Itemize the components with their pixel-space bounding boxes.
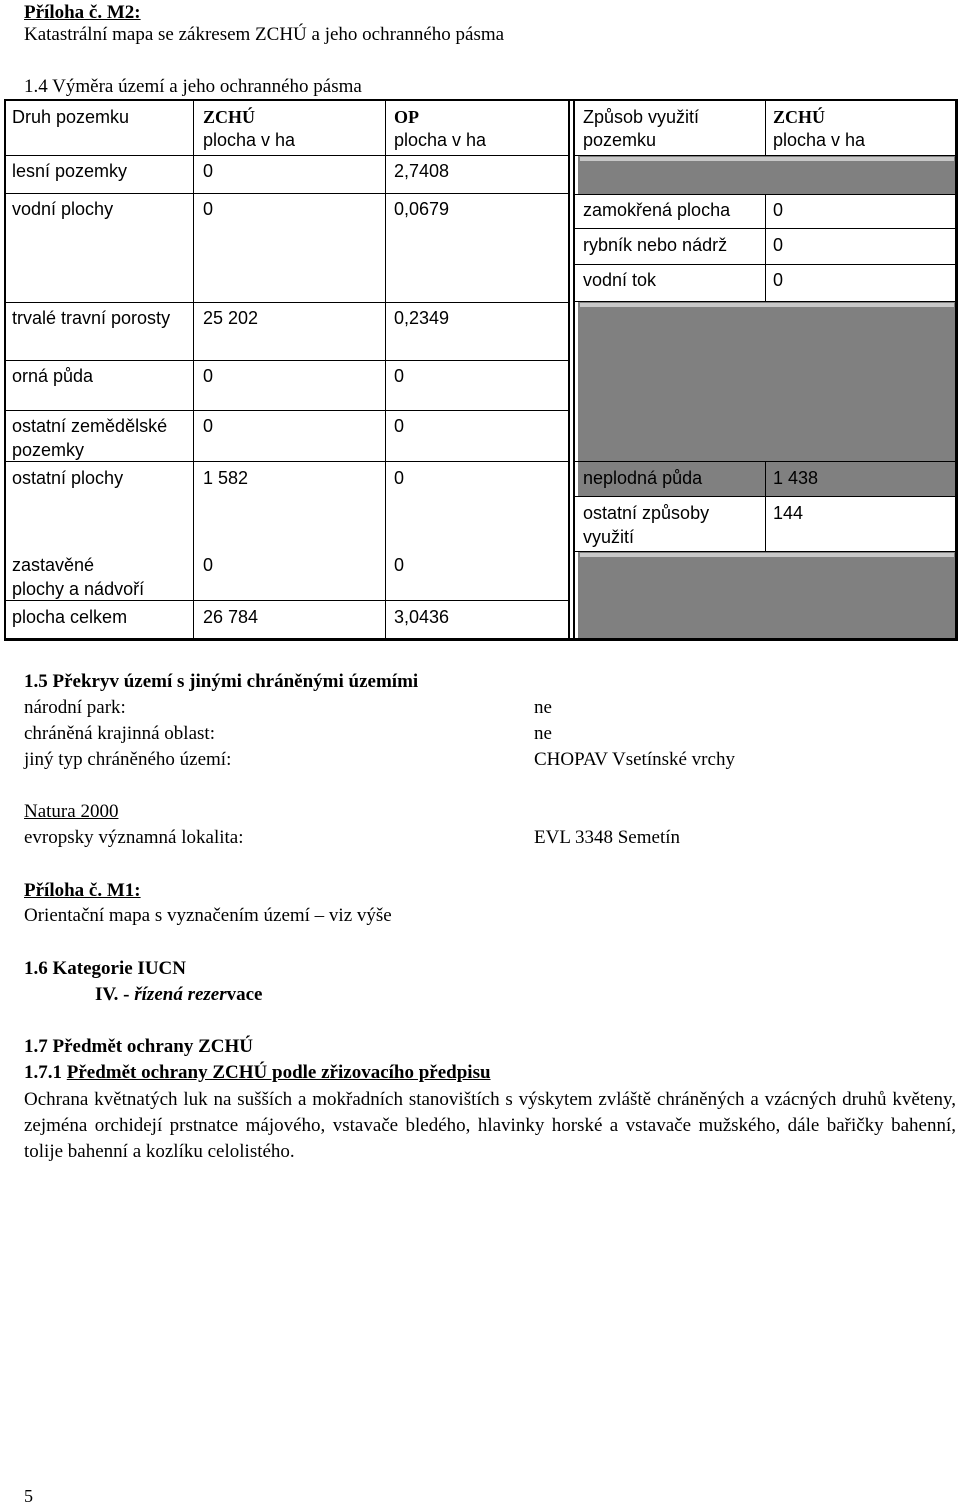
- row-type: ostatní zemědělské: [12, 416, 168, 436]
- attachment-m2-label: Příloha č. M2:: [24, 2, 141, 23]
- row-op: 0,2349: [394, 308, 450, 328]
- row-type: lesní pozemky: [12, 161, 128, 181]
- section-1-7-1-title: 1.7.1 Předmět ochrany ZCHÚ podle zřizovacího předpisu: [24, 1062, 491, 1083]
- section-1-5-title: 1.5 Překryv území s jinými chráněnými územími: [24, 671, 419, 692]
- row-op: 0: [394, 416, 405, 436]
- row-op: 2,7408: [394, 161, 450, 181]
- row-type: trvalé travní porosty: [12, 308, 171, 328]
- row-type: zastavěné: [12, 555, 95, 575]
- row-op: 0: [394, 555, 405, 575]
- attachment-m1-label: Příloha č. M1:: [24, 880, 141, 901]
- other-use-value: 1 438: [773, 468, 819, 488]
- evl-value: EVL 3348 Semetín: [534, 827, 680, 848]
- row-op: 3,0436: [394, 607, 450, 627]
- header-zchu-sub: plocha v ha: [203, 130, 296, 150]
- attachment-m1-text: Orientační mapa s vyznačením území – viz výše: [24, 905, 392, 926]
- evl-label: evropsky významná lokalita:: [24, 827, 244, 848]
- row-type-2: pozemky: [12, 440, 85, 460]
- section-1-4-title: 1.4 Výměra území a jeho ochranného pásma: [24, 76, 362, 97]
- water-use-value: 0: [773, 235, 784, 255]
- iucn-category: IV. - řízená rezervace: [95, 984, 263, 1005]
- row-zchu: 0: [203, 555, 214, 575]
- other-use-2: využití: [583, 527, 635, 547]
- water-use: zamokřená plocha: [583, 200, 731, 220]
- row-zchu: 0: [203, 416, 214, 436]
- natura-label: Natura 2000: [24, 801, 119, 822]
- header-druh-pozemku: Druh pozemku: [12, 107, 130, 127]
- row-type: vodní plochy: [12, 199, 114, 219]
- row-zchu: 0: [203, 161, 214, 181]
- row-type: ostatní plochy: [12, 468, 124, 488]
- overlap-value: ne: [534, 723, 552, 744]
- grey-cell: [578, 551, 956, 638]
- header-zpusob: Způsob využití: [583, 107, 700, 127]
- header-zchu-right-sub: plocha v ha: [773, 130, 866, 150]
- attachment-m2-text: Katastrální mapa se zákresem ZCHÚ a jeho ochranného pásma: [24, 24, 505, 45]
- water-use: rybník nebo nádrž: [583, 235, 728, 255]
- overlap-label: chráněná krajinná oblast:: [24, 723, 215, 744]
- row-zchu: 0: [203, 366, 214, 386]
- water-use-value: 0: [773, 200, 784, 220]
- row-zchu: 25 202: [203, 308, 259, 328]
- water-use: vodní tok: [583, 270, 657, 290]
- header-zpusob-2: pozemku: [583, 130, 657, 150]
- other-use-value: 144: [773, 503, 804, 523]
- row-zchu: 1 582: [203, 468, 249, 488]
- other-use: neplodná půda: [583, 468, 703, 488]
- section-1-7-title: 1.7 Předmět ochrany ZCHÚ: [24, 1036, 254, 1057]
- row-op: 0,0679: [394, 199, 450, 219]
- row-zchu: 26 784: [203, 607, 259, 627]
- other-use: ostatní způsoby: [583, 503, 710, 523]
- header-zchu-right: ZCHÚ: [773, 107, 826, 127]
- water-use-value: 0: [773, 270, 784, 290]
- overlap-label: národní park:: [24, 697, 126, 718]
- area-table: [0, 0, 960, 660]
- row-type: plocha celkem: [12, 607, 128, 627]
- protection-subject-text: Ochrana květnatých luk na sušších a mokřadních stanovištích s výskytem zvláště chráněných a vzácných druhů květeny, zejména orchidejí prstnatce májového, vstavače bledého, hlavinky horské a vstavače mužského, dále bařičky bahenní, tolije bahenní a kozlíku celolistého.: [24, 1089, 956, 1162]
- row-type: orná půda: [12, 366, 94, 386]
- section-1-6-title: 1.6 Kategorie IUCN: [24, 958, 186, 979]
- row-op: 0: [394, 468, 405, 488]
- overlap-value: ne: [534, 697, 552, 718]
- overlap-label: jiný typ chráněného území:: [24, 749, 232, 770]
- row-type-2: plochy a nádvoří: [12, 579, 145, 599]
- page-number: 5: [24, 1486, 33, 1506]
- header-op-sub: plocha v ha: [394, 130, 487, 150]
- row-op: 0: [394, 366, 405, 386]
- header-op: OP: [394, 107, 419, 127]
- row-zchu: 0: [203, 199, 214, 219]
- header-zchu: ZCHÚ: [203, 107, 256, 127]
- overlap-value: CHOPAV Vsetínské vrchy: [534, 749, 735, 770]
